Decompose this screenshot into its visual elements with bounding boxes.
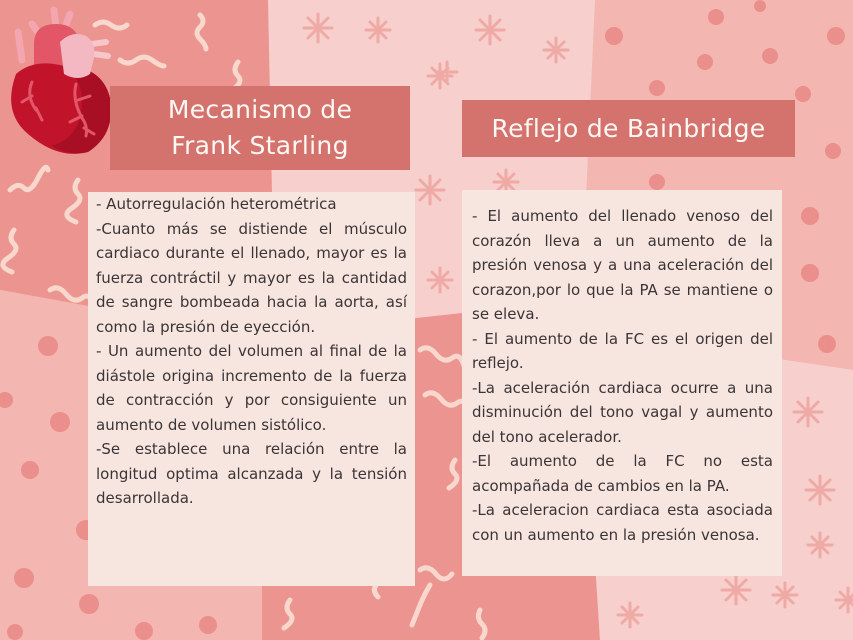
- bainbridge-title: [462, 100, 795, 157]
- frank-starling-title-line1: Mecanismo de: [167, 95, 353, 124]
- bainbridge-point-2: - El aumento de la FC es el origen del reflejo.: [472, 329, 773, 372]
- frank-starling-point-2: -Cuanto más se distiende el músculo cardiaco durante el llenado, mayor es la fuerza contráctil y mayor es la cantidad de sangre bombeada hacia la aorta, así como la presión de eyección.: [96, 219, 407, 336]
- bainbridge-point-1: - El aumento del llenado venoso del corazón lleva a un aumento de la presión venosa y a una aceleración del corazon,por lo que la PA se mantiene o se eleva.: [472, 207, 773, 323]
- frank-starling-title-line2: Frank Starling: [171, 131, 349, 160]
- frank-starling-title: [110, 86, 410, 170]
- bainbridge-point-4: -El aumento de la FC no esta acompañada de cambios en la PA.: [472, 452, 773, 495]
- frank-starling-point-4: -Se establece una relación entre la longitud optima alcanzada y la tensión desarrollada.: [96, 440, 407, 507]
- frank-starling-panel: [88, 192, 415, 586]
- anatomical-heart-icon: [4, 4, 126, 154]
- frank-starling-point-3: - Un aumento del volumen al final de la diástole origina incremento de la fuerza de contracción y por consiguiente un aumento de volumen sistólico.: [96, 342, 407, 434]
- bainbridge-panel: [462, 190, 782, 576]
- bainbridge-point-3: -La aceleración cardiaca ocurre a una disminución del tono vagal y aumento del tono acelerador.: [472, 378, 773, 446]
- bainbridge-title-text: Reflejo de Bainbridge: [491, 114, 766, 143]
- frank-starling-point-1: - Autorregulación heterométrica: [96, 195, 337, 213]
- bainbridge-point-5: -La aceleracion cardiaca esta asociada con un aumento en la presión venosa.: [472, 501, 773, 544]
